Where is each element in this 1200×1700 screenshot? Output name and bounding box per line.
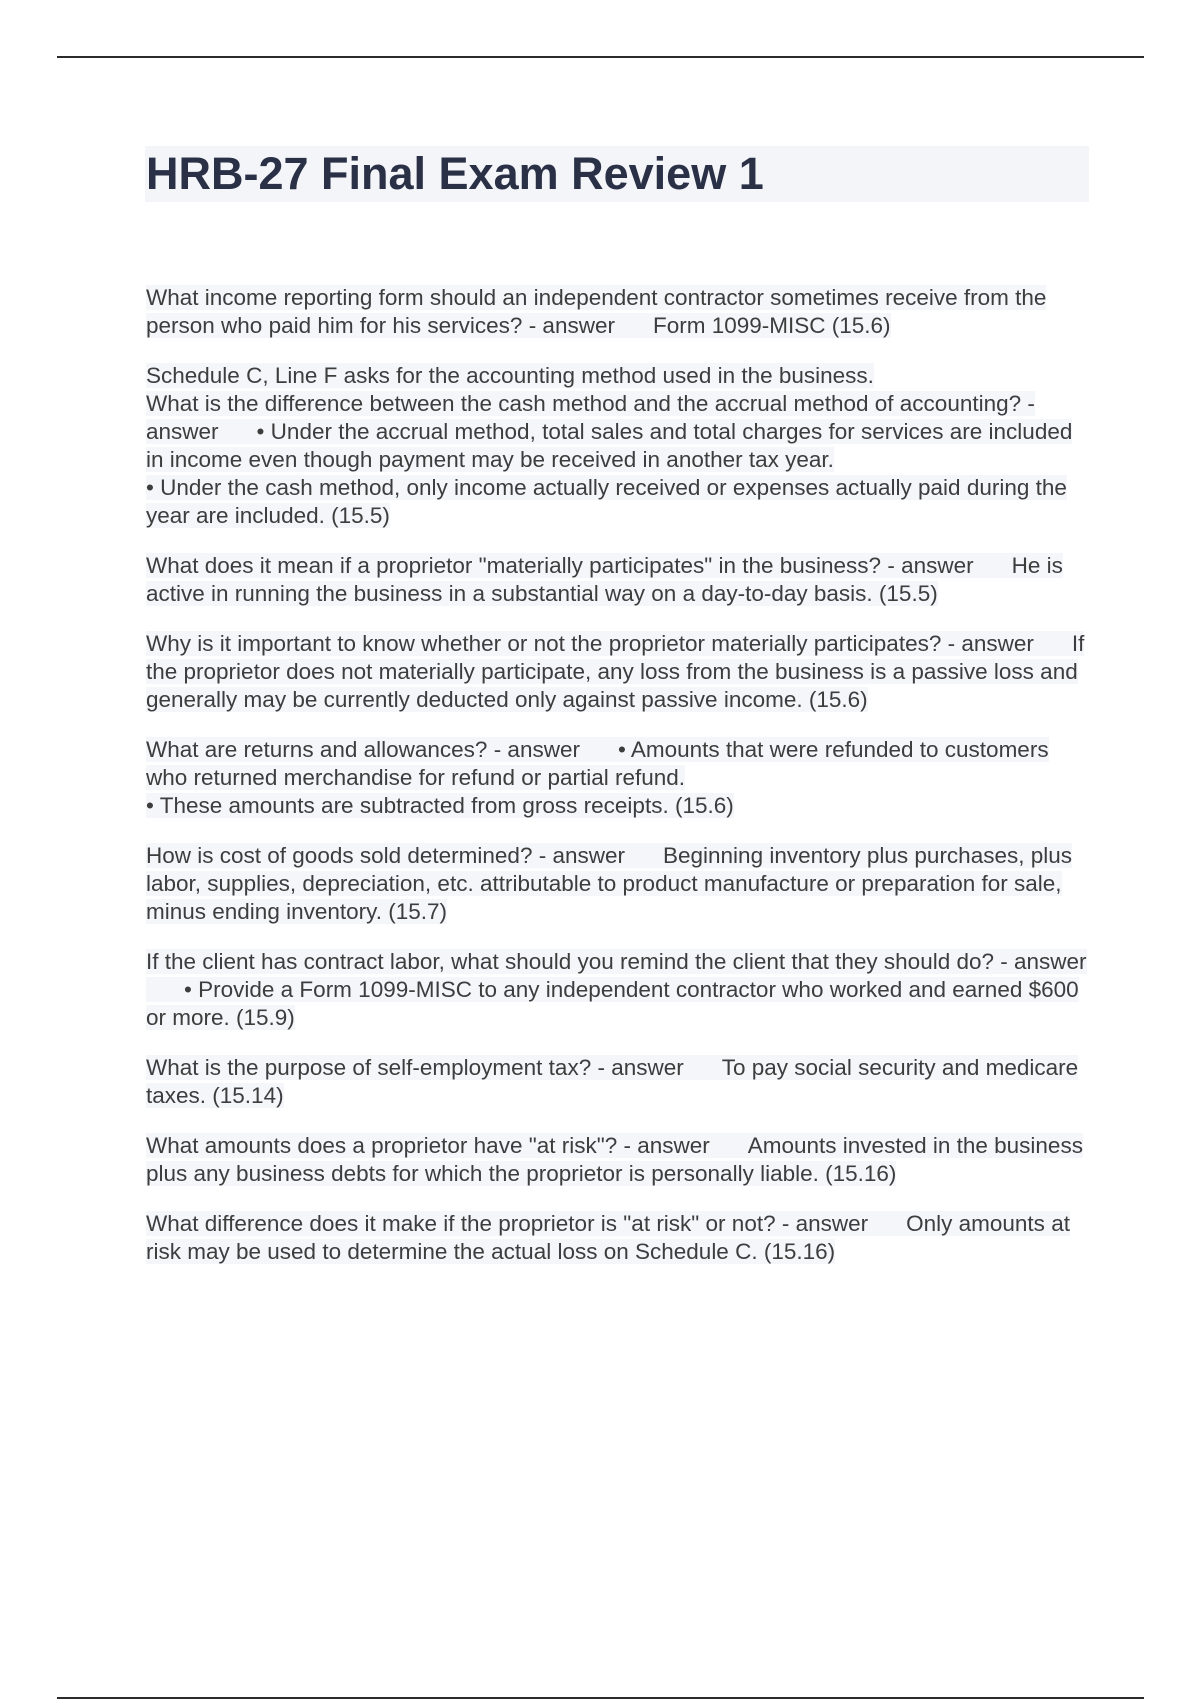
answer-marker: - answer <box>775 1211 869 1236</box>
question-text: If the client has contract labor, what should you remind the client that they should do? <box>146 949 995 974</box>
question-text: What are returns and allowances? <box>146 737 488 762</box>
answer-text: If the proprietor does not materially participate, any loss from the business is a passive loss and generally may be currently deducted only against passive income. (15.6) <box>146 631 1085 712</box>
question-text: Why is it important to know whether or not the proprietor materially participates? <box>146 631 942 656</box>
top-rule <box>57 56 1144 58</box>
bottom-rule <box>57 1697 1144 1699</box>
qa-list <box>146 284 1096 1288</box>
answer-text: • Amounts that were refunded to customers who returned merchandise for refund or partial refund. • These amounts are subtracted from gross receipts. (15.6) <box>146 737 1049 818</box>
answer-text: To pay social security and medicare taxes. (15.14) <box>146 1055 1079 1108</box>
qa-item <box>146 1210 1096 1266</box>
qa-item <box>146 284 1096 340</box>
answer-text: Form 1099-MISC (15.6) <box>652 313 891 338</box>
qa-item <box>146 630 1096 714</box>
qa-item <box>146 552 1096 608</box>
answer-marker: - answer <box>522 313 615 338</box>
answer-text: Only amounts at risk may be used to determine the actual loss on Schedule C. (15.16) <box>146 1211 1070 1264</box>
qa-item <box>146 1132 1096 1188</box>
document-title: HRB-27 Final Exam Review 1 <box>146 148 764 199</box>
question-text: What amounts does a proprietor have "at risk"? <box>146 1133 618 1158</box>
question-text: How is cost of goods sold determined? <box>146 843 533 868</box>
answer-text: Beginning inventory plus purchases, plus labor, supplies, depreciation, etc. attributable to product manufacture or preparation for sale, minus ending inventory. (15.7) <box>146 843 1072 924</box>
answer-text: He is active in running the business in a substantial way on a day-to-day basis. (15.5) <box>146 553 1063 606</box>
answer-marker: - answer <box>487 737 580 762</box>
qa-item <box>146 1054 1096 1110</box>
answer-text: Amounts invested in the business plus any business debts for which the proprietor is personally liable. (15.16) <box>146 1133 1083 1186</box>
answer-marker: - answer <box>941 631 1034 656</box>
question-text: What is the purpose of self-employment tax? <box>146 1055 592 1080</box>
answer-marker: - answer <box>881 553 974 578</box>
answer-text: • Under the accrual method, total sales and total charges for services are included in income even though payment may be received in another tax year. • Under the cash method, only income actually received or expenses actually paid during the year are included. (15.5) <box>146 419 1073 528</box>
question-text: What does it mean if a proprietor "materially participates" in the business? <box>146 553 882 578</box>
answer-marker: - answer <box>994 949 1087 974</box>
question-text: What income reporting form should an independent contractor sometimes receive from the person who paid him for his services? <box>146 285 1047 338</box>
answer-marker: - answer <box>532 843 625 868</box>
question-text: What difference does it make if the proprietor is "at risk" or not? <box>146 1211 776 1236</box>
answer-marker: - answer <box>617 1133 710 1158</box>
qa-item <box>146 362 1096 530</box>
answer-marker: - answer <box>146 391 1035 444</box>
qa-item <box>146 736 1096 820</box>
qa-item <box>146 948 1096 1032</box>
qa-item <box>146 842 1096 926</box>
answer-text: • Provide a Form 1099-MISC to any independent contractor who worked and earned $600 or more. (15.9) <box>146 977 1079 1030</box>
answer-marker: - answer <box>591 1055 684 1080</box>
question-text: Schedule C, Line F asks for the accounting method used in the business. What is the difference between the cash method and the accrual method of accounting? <box>146 363 1022 416</box>
